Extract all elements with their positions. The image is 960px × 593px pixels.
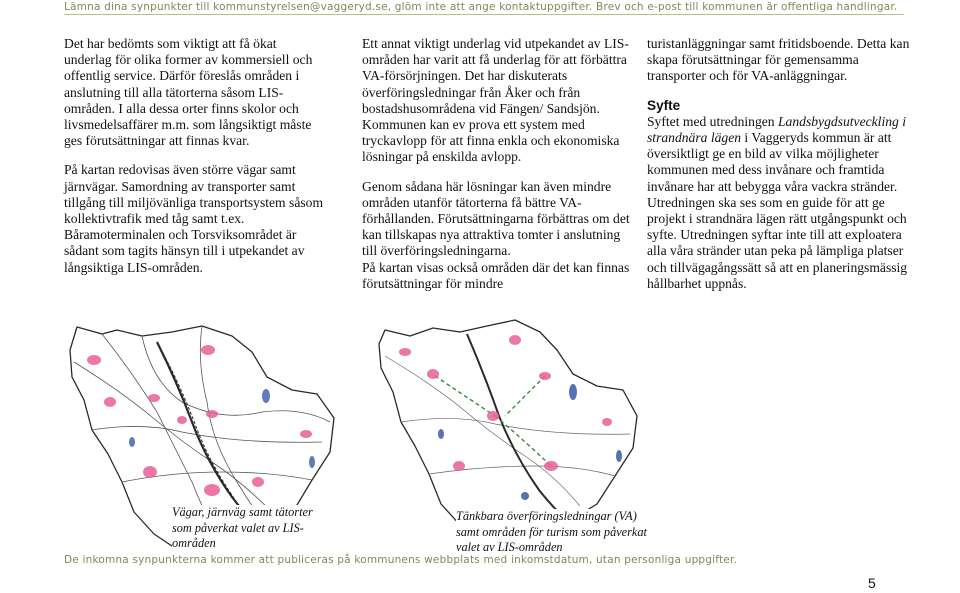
- paragraph: Ett annat viktigt underlag vid utpekandet av LIS-områden har varit att få underlag för att förbättra VA-försörjningen. Det har diskuterats överföringsledningar från Åker och från bostadshusområdena vid Fängen/ Sandsjön. Kommunen kan ev prova ett system med tryckavlopp för att finna enkla och ekonomiska lösningar på enskilda avlopp.: [362, 36, 629, 165]
- text-column-3: [647, 36, 917, 305]
- page-number: 5: [868, 575, 876, 591]
- header-divider: [64, 14, 904, 15]
- paragraph: Genom sådana här lösningar kan även mindre områden utanför tätorterna få bättre VA-förhållanden. Förutsättningarna förbättras om det kan tillskapas nya attraktiva tomter i anslutning till överföringsledningarna.: [362, 178, 630, 259]
- paragraph: På kartan visas också områden där det kan finnas förutsättningar för mindre: [362, 259, 630, 291]
- paragraph: På kartan redovisas även större vägar samt järnvägar. Samordning av transporter samt tillgång till miljövänliga transportsystem såsom kollektivtrafik med tåg samt t.ex. Båramoterminalen och Torsviksområdet är sådant som tagits hänsyn till i utpekandet av långsiktiga LIS-områden.: [64, 162, 324, 275]
- map-caption-roads: Vägar, järnväg samt tätorter som påverkat valet av LIS-områden: [172, 505, 322, 552]
- section-heading: Syfte: [647, 97, 681, 113]
- bottom-notice-banner: De inkomna synpunkterna kommer att publiceras på kommunens webbplats med inkomstdatum, utan personliga uppgifter.: [64, 554, 738, 566]
- text-column-2: [362, 36, 630, 305]
- paragraph: Det har bedömts som viktigt att få ökat underlag för olika former av kommersiell och offentlig service. Därför föreslås områden i anslutning till alla tätorterna såsom LIS-områden. I alla dessa orter finns skolor och livsmedelsaffärer m.m. som långsiktigt måste ges förutsättningar att finnas kvar.: [64, 36, 313, 149]
- map-caption-va: Tänkbara överföringsledningar (VA) samt områden för turism som påverkat valet av LIS-områden: [456, 509, 656, 556]
- text-column-1: [64, 36, 326, 289]
- report-title: Landsbygdsutveckling i strandnära lägen: [647, 113, 906, 146]
- paragraph: turistanläggningar samt fritidsboende. Detta kan skapa förutsättningar för gemensamma transporter och för VA-anläggningar.: [647, 36, 910, 84]
- paragraph: Syftet med utredningen Landsbygdsutveckling i strandnära lägen i Vaggeryds kommun är att översiktligt ge en bild av vilka möjligheter kommunen med dess invånare och framtida invånare har att bebygga våra vackra stränder. Utredningen ska ses som en guide för att ge projekt i strandnära lägen rätt utgångspunkt och syfte. Utredningen syftar inte till att exploatera alla våra stränder utan peka på lämpliga platser och tillvägagångssätt så att en planeringsmässig hållbarhet uppnås.: [647, 113, 908, 291]
- top-notice-banner: Lämna dina synpunkter till kommunstyrelsen@vaggeryd.se, glöm inte att ange kontaktuppgifter. Brev och e-post till kommunen är offentliga handlingar.: [64, 1, 898, 13]
